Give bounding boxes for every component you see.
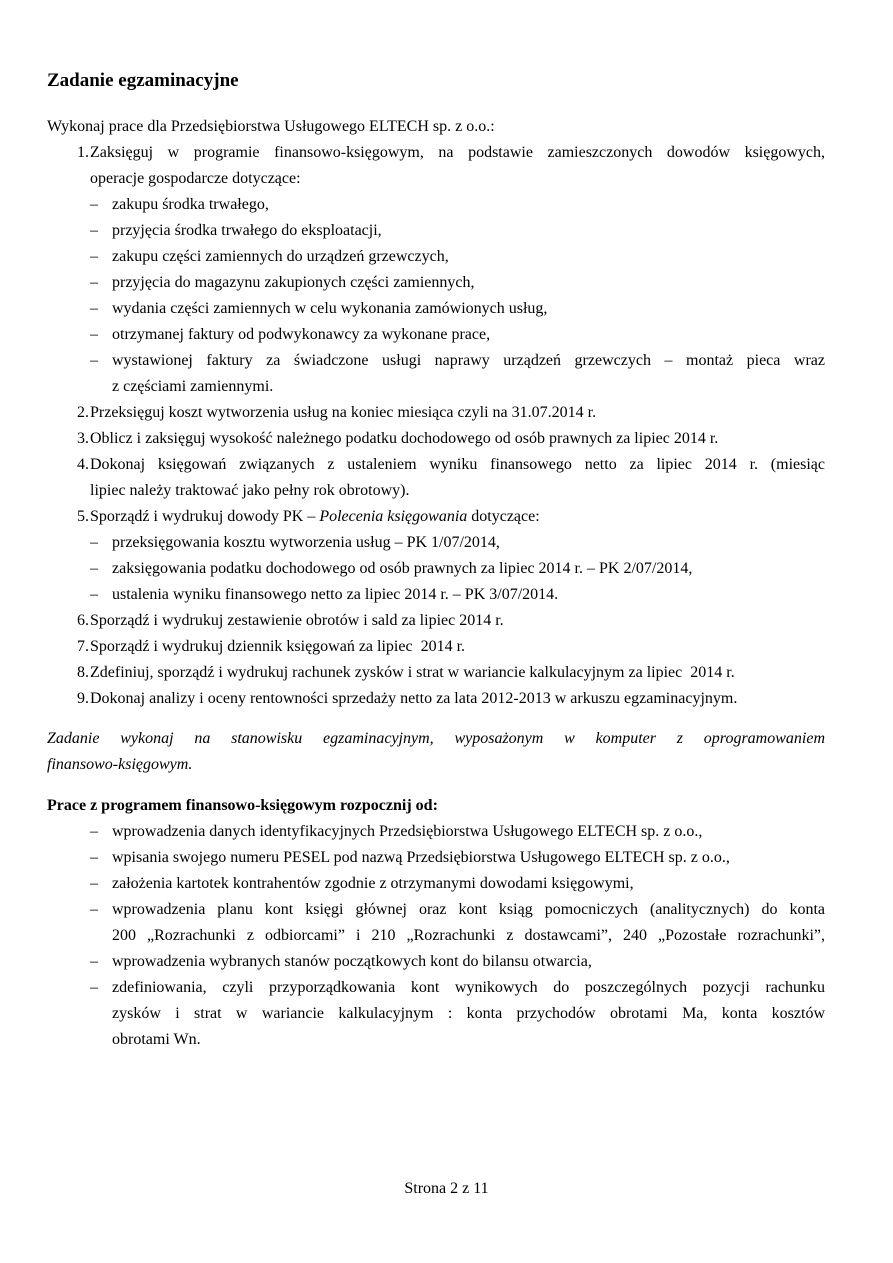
task-item-4 (47, 452, 825, 478)
task-text: Oblicz i zaksięguj wysokość należnego podatku dochodowego od osób prawnych za lipiec 2014 r. (90, 430, 719, 447)
task-item-7 (47, 634, 825, 660)
dash-bullet: – (90, 196, 98, 213)
task-text: Zdefiniuj, sporządź i wydrukuj rachunek zysków i strat w wariancie kalkulacyjnym za lipiec 2014 r. (90, 664, 735, 681)
task-number: 2. (77, 404, 89, 421)
intro-text: Wykonaj prace dla Przedsiębiorstwa Usługowego ELTECH sp. z o.o.: (47, 118, 495, 135)
task-number: 6. (77, 612, 89, 629)
dash-bullet: – (90, 849, 98, 866)
start-item-text: założenia kartotek kontrahentów zgodnie z otrzymanymi dowodami księgowymi, (112, 875, 634, 892)
task-number: 9. (77, 690, 89, 707)
sub-item-text: zaksięgowania podatku dochodowego od osób prawnych za lipiec 2014 r. – PK 2/07/2014, (112, 560, 693, 577)
dash-bullet: – (90, 901, 98, 918)
sub-item-text: zakupu środka trwałego, (112, 196, 269, 213)
page-footer: Strona 2 z 11 (404, 1180, 489, 1197)
task-item-6 (47, 608, 825, 634)
dash-bullet: – (90, 352, 98, 369)
page-title: Zadanie egzaminacyjne (47, 70, 239, 91)
task-number: 8. (77, 664, 89, 681)
sub-item (47, 556, 825, 582)
note-line: finansowo-księgowym. (47, 756, 193, 773)
sub-item (47, 348, 825, 374)
sub-item (47, 530, 825, 556)
sub-item (47, 582, 825, 608)
task-item-8 (47, 660, 825, 686)
dash-bullet: – (90, 979, 98, 996)
sub-item-text: wystawionej faktury za świadczone usługi naprawy urządzeń grzewczych – montaż pieca wraz (112, 352, 825, 369)
start-list (47, 819, 825, 1053)
dash-bullet: – (90, 534, 98, 551)
sub-item-text: z częściami zamiennymi. (112, 378, 274, 395)
start-item (47, 949, 825, 975)
sub-item-text: przeksięgowania kosztu wytworzenia usług – PK 1/07/2014, (112, 534, 500, 551)
task-text: Sporządź i wydrukuj dziennik księgowań za lipiec 2014 r. (90, 638, 466, 655)
note-line: Zadanie wykonaj na stanowisku egzaminacyjnym, wyposażonym w komputer z oprogramowaniem (47, 730, 825, 747)
sub-item (47, 296, 825, 322)
dash-bullet: – (90, 300, 98, 317)
section-heading: Prace z programem finansowo-księgowym rozpocznij od: (47, 797, 438, 814)
start-item (47, 897, 825, 923)
exam-note (47, 726, 825, 778)
task-text: Sporządź i wydrukuj zestawienie obrotów i sald za lipiec 2014 r. (90, 612, 504, 629)
task-text: Przeksięguj koszt wytworzenia usług na koniec miesiąca czyli na 31.07.2014 r. (90, 404, 597, 421)
task-text: Dokonaj analizy i oceny rentowności sprzedaży netto za lata 2012-2013 w arkuszu egzaminacyjnym. (90, 690, 738, 707)
dash-bullet: – (90, 823, 98, 840)
sub-item-text: zakupu części zamiennych do urządzeń grzewczych, (112, 248, 449, 265)
sub-item (47, 244, 825, 270)
task-list (47, 140, 825, 712)
sub-item-text: wydania części zamiennych w celu wykonania zamówionych usług, (112, 300, 548, 317)
start-item (47, 819, 825, 845)
task-item-2 (47, 400, 825, 426)
task-item-3 (47, 426, 825, 452)
start-item-text: wprowadzenia wybranych stanów początkowych kont do bilansu otwarcia, (112, 953, 592, 970)
task-item-1 (47, 140, 825, 166)
task-number: 7. (77, 638, 89, 655)
start-item-text: zysków i strat w wariancie kalkulacyjnym : konta przychodów obrotami Ma, konta kosztów (112, 1005, 825, 1022)
start-item-text: wprowadzenia planu kont księgi głównej oraz kont ksiąg pomocniczych (analitycznych) do konta (112, 901, 825, 918)
dash-bullet: – (90, 586, 98, 603)
task-text: Zaksięguj w programie finansowo-księgowym, na podstawie zamieszczonych dowodów księgowych, (90, 144, 825, 161)
task-number: 3. (77, 430, 89, 447)
task-text: lipiec należy traktować jako pełny rok obrotowy). (90, 482, 410, 499)
dash-bullet: – (90, 274, 98, 291)
dash-bullet: – (90, 248, 98, 265)
sub-item-text: przyjęcia środka trwałego do eksploatacji, (112, 222, 382, 239)
dash-bullet: – (90, 875, 98, 892)
task-number: 4. (77, 456, 89, 473)
start-item-text: obrotami Wn. (112, 1031, 201, 1048)
sub-item (47, 322, 825, 348)
sub-item-text: przyjęcia do magazynu zakupionych części zamiennych, (112, 274, 475, 291)
sub-item-text: ustalenia wyniku finansowego netto za lipiec 2014 r. – PK 3/07/2014. (112, 586, 559, 603)
task-number: 5. (77, 508, 89, 525)
start-item-text: zdefiniowania, czyli przyporządkowania kont wynikowych do poszczególnych pozycji rachunku (112, 979, 825, 996)
sub-item (47, 218, 825, 244)
dash-bullet: – (90, 222, 98, 239)
start-item (47, 975, 825, 1001)
sub-item (47, 192, 825, 218)
sub-item-text: otrzymanej faktury od podwykonawcy za wykonane prace, (112, 326, 491, 343)
start-item-text: 200 „Rozrachunki z odbiorcami” i 210 „Rozrachunki z dostawcami”, 240 „Pozostałe rozrachunki”, (112, 927, 825, 944)
task-number: 1. (77, 144, 89, 161)
task-item-9 (47, 686, 825, 712)
task-text: operacje gospodarcze dotyczące: (90, 170, 301, 187)
task-text: Dokonaj księgowań związanych z ustaleniem wyniku finansowego netto za lipiec 2014 r. (miesiąc (90, 456, 825, 473)
task-text: Sporządź i wydrukuj dowody PK – Polecenia księgowania dotyczące: (90, 508, 540, 525)
start-item-text: wpisania swojego numeru PESEL pod nazwą Przedsiębiorstwa Usługowego ELTECH sp. z o.o., (112, 849, 730, 866)
italic-term: Polecenia księgowania (319, 508, 468, 525)
dash-bullet: – (90, 326, 98, 343)
start-item-text: wprowadzenia danych identyfikacyjnych Przedsiębiorstwa Usługowego ELTECH sp. z o.o., (112, 823, 703, 840)
dash-bullet: – (90, 560, 98, 577)
dash-bullet: – (90, 953, 98, 970)
start-item (47, 845, 825, 871)
start-item (47, 871, 825, 897)
sub-item (47, 270, 825, 296)
task-item-5 (47, 504, 825, 530)
